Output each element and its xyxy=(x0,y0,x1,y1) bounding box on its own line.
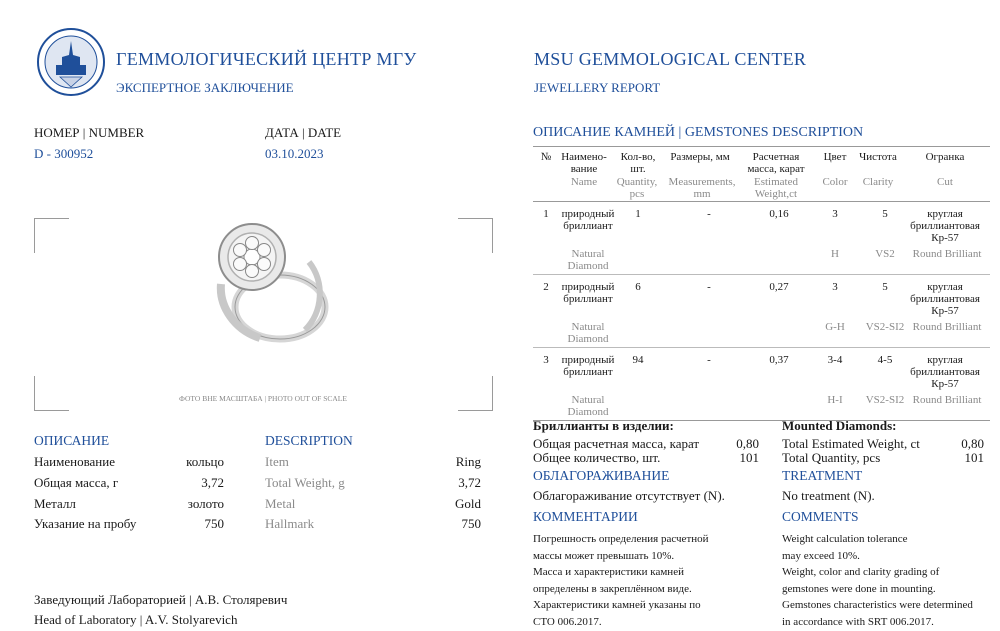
col-size-en: Measurements, mm xyxy=(668,176,736,200)
gemstone-row xyxy=(533,275,990,348)
comments-ru-heading: КОММЕНТАРИИ xyxy=(533,509,638,524)
comment-line: массы может превышать 10%. xyxy=(533,549,675,562)
description-en-row xyxy=(265,516,481,532)
description-en-row xyxy=(265,496,481,512)
gemstones-heading: ОПИСАНИЕ КАМНЕЙ | GEMSTONES DESCRIPTION xyxy=(533,125,864,140)
date-value: 03.10.2023 xyxy=(265,146,324,161)
gem-qty: 94 xyxy=(632,354,644,366)
gem-clarity: 5 xyxy=(882,281,888,293)
col-color-en: Color xyxy=(822,176,848,188)
comments-ru-text xyxy=(533,531,709,630)
title-en: MSU GEMMOLOGICAL CENTER xyxy=(534,49,807,69)
gem-cut-ru: круглая бриллиантовая Кр-57 xyxy=(910,281,980,317)
gem-cut-en: Round Brilliant xyxy=(912,394,982,406)
col-weight-ru: Расчетная масса, карат xyxy=(747,151,805,175)
gem-cut-en: Round Brilliant xyxy=(912,248,982,260)
description-value: золото xyxy=(187,496,224,511)
gem-cut-ru: круглая бриллиантовая Кр-57 xyxy=(910,208,980,244)
gem-qty: 6 xyxy=(635,281,641,293)
title-ru: ГЕММОЛОГИЧЕСКИЙ ЦЕНТР МГУ xyxy=(116,49,417,69)
gem-color: 3-4 xyxy=(827,354,843,366)
gem-color-en: H-I xyxy=(827,394,843,406)
description-en-heading: DESCRIPTION xyxy=(265,433,353,448)
description-label: Указание на пробу xyxy=(34,516,137,531)
gem-clarity-en: VS2-SI2 xyxy=(865,321,905,333)
description-label: Item xyxy=(265,454,289,469)
gem-name-en: Natural Diamond xyxy=(567,321,609,345)
comment-line: определены в закреплённом виде. xyxy=(533,582,692,595)
description-value: Ring xyxy=(455,454,481,469)
description-label: Total Weight, g xyxy=(265,475,345,490)
description-value: 750 xyxy=(461,516,481,531)
description-en-row xyxy=(265,475,481,491)
description-value: 3,72 xyxy=(458,475,481,490)
comments-en-heading: COMMENTS xyxy=(782,509,859,524)
col-clarity-ru: Чистота xyxy=(859,151,897,163)
description-value: 750 xyxy=(204,516,224,531)
msu-logo xyxy=(36,27,106,97)
gem-name-ru: природный бриллиант xyxy=(561,281,615,305)
comment-line: may exceed 10%. xyxy=(782,549,860,562)
comment-line: Weight, color and clarity grading of xyxy=(782,566,940,578)
comment-line: Weight calculation tolerance xyxy=(782,533,908,545)
gem-color-en: H xyxy=(831,248,839,260)
gemstones-table xyxy=(533,146,990,421)
description-value: 3,72 xyxy=(201,475,224,490)
gem-cut-ru: круглая бриллиантовая Кр-57 xyxy=(910,354,980,390)
gem-qty: 1 xyxy=(635,208,641,220)
gemstones-table-header xyxy=(533,146,990,202)
description-label: Общая масса, г xyxy=(34,475,119,490)
comment-line: Gemstones characteristics were determined xyxy=(782,599,973,611)
col-clarity-en: Clarity xyxy=(862,176,894,188)
mounted-label: Total Quantity, pcs xyxy=(782,450,881,465)
mounted-value: 0,80 xyxy=(736,436,759,451)
comment-line: Погрешность определения расчетной xyxy=(533,533,709,545)
col-color-ru: Цвет xyxy=(823,151,847,163)
col-size-ru: Размеры, мм xyxy=(670,151,730,163)
number-value: D - 300952 xyxy=(34,146,94,161)
gem-name-en: Natural Diamond xyxy=(567,248,609,272)
mounted-value: 101 xyxy=(739,450,759,465)
treatment-en-text: No treatment (N). xyxy=(782,488,875,503)
mounted-ru-heading: Бриллианты в изделии: xyxy=(533,418,674,433)
mounted-label: Total Estimated Weight, ct xyxy=(782,436,920,451)
description-en-row xyxy=(265,454,481,470)
description-label: Hallmark xyxy=(265,516,315,531)
treatment-ru-text: Облагораживание отсутствует (N). xyxy=(533,488,725,503)
description-ru-row xyxy=(34,454,224,470)
description-label: Металл xyxy=(34,496,76,511)
col-qty-ru: Кол-во, шт. xyxy=(620,151,656,175)
mounted-label: Общая расчетная масса, карат xyxy=(533,436,700,451)
gem-no: 2 xyxy=(543,281,549,293)
col-name-en: Name xyxy=(570,176,598,188)
gem-weight: 0,16 xyxy=(769,208,789,220)
comment-line: Характеристики камней указаны по xyxy=(533,599,701,611)
mounted-en-qty-row xyxy=(782,450,984,466)
comment-line: СТО 006.2017. xyxy=(533,615,602,628)
gem-color: 3 xyxy=(832,208,838,220)
gem-size: - xyxy=(707,208,711,220)
comments-en-text xyxy=(782,531,973,630)
description-ru-row xyxy=(34,516,224,532)
gem-clarity: 4-5 xyxy=(877,354,893,366)
col-no: № xyxy=(540,151,552,163)
description-ru-heading: ОПИСАНИЕ xyxy=(34,433,110,448)
col-cut-ru: Огранка xyxy=(925,151,965,163)
mounted-en-heading: Mounted Diamonds: xyxy=(782,418,897,433)
mounted-label: Общее количество, шт. xyxy=(533,450,661,465)
description-ru-row xyxy=(34,496,224,512)
photo-frame-corner xyxy=(34,218,69,253)
gem-name-en: Natural Diamond xyxy=(567,394,609,418)
mounted-ru-qty-row xyxy=(533,450,759,466)
gem-size: - xyxy=(707,354,711,366)
gem-no: 1 xyxy=(543,208,549,220)
gem-weight: 0,37 xyxy=(769,354,789,366)
comment-line: Масса и характеристики камней xyxy=(533,566,684,578)
mounted-value: 0,80 xyxy=(961,436,984,451)
comment-line: gemstones were done in mounting. xyxy=(782,582,936,595)
signature-ru: Заведующий Лабораторией | А.В. Столяревич xyxy=(34,592,288,607)
gemstone-row xyxy=(533,348,990,421)
gemstone-row xyxy=(533,202,990,275)
gem-size: - xyxy=(707,281,711,293)
gem-name-ru: природный бриллиант xyxy=(561,354,615,378)
photo-frame-corner xyxy=(458,218,493,253)
gem-clarity-en: VS2-SI2 xyxy=(865,394,905,406)
treatment-ru-heading: ОБЛАГОРАЖИВАНИЕ xyxy=(533,468,670,483)
gem-weight: 0,27 xyxy=(769,281,789,293)
mounted-value: 101 xyxy=(964,450,984,465)
gem-cut-en: Round Brilliant xyxy=(912,321,982,333)
subtitle-ru: ЭКСПЕРТНОЕ ЗАКЛЮЧЕНИЕ xyxy=(116,80,294,95)
signature-en: Head of Laboratory | A.V. Stolyarevich xyxy=(34,612,238,627)
description-value: кольцо xyxy=(186,454,224,469)
photo-caption: ФОТО ВНЕ МАСШТАБА | PHOTO OUT OF SCALE xyxy=(179,394,347,403)
comment-line: in accordance with SRT 006.2017. xyxy=(782,615,934,628)
ring-photo xyxy=(205,212,335,347)
treatment-en-heading: TREATMENT xyxy=(782,468,863,483)
gem-clarity-en: VS2 xyxy=(875,248,895,260)
gem-no: 3 xyxy=(543,354,549,366)
description-label: Наименование xyxy=(34,454,115,469)
number-label: НОМЕР | NUMBER xyxy=(34,125,145,140)
gem-clarity: 5 xyxy=(882,208,888,220)
description-value: Gold xyxy=(455,496,481,511)
gem-name-ru: природный бриллиант xyxy=(561,208,615,232)
description-label: Metal xyxy=(265,496,296,511)
col-weight-en: Estimated Weight,ct xyxy=(754,176,798,200)
col-qty-en: Quantity, pcs xyxy=(616,176,658,200)
subtitle-en: JEWELLERY REPORT xyxy=(534,80,661,95)
description-ru-row xyxy=(34,475,224,491)
date-label: ДАТА | DATE xyxy=(265,125,342,140)
gem-color-en: G-H xyxy=(825,321,845,333)
gem-color: 3 xyxy=(832,281,838,293)
col-cut-en: Cut xyxy=(937,176,953,188)
col-name-ru: Наимено-вание xyxy=(561,151,607,175)
